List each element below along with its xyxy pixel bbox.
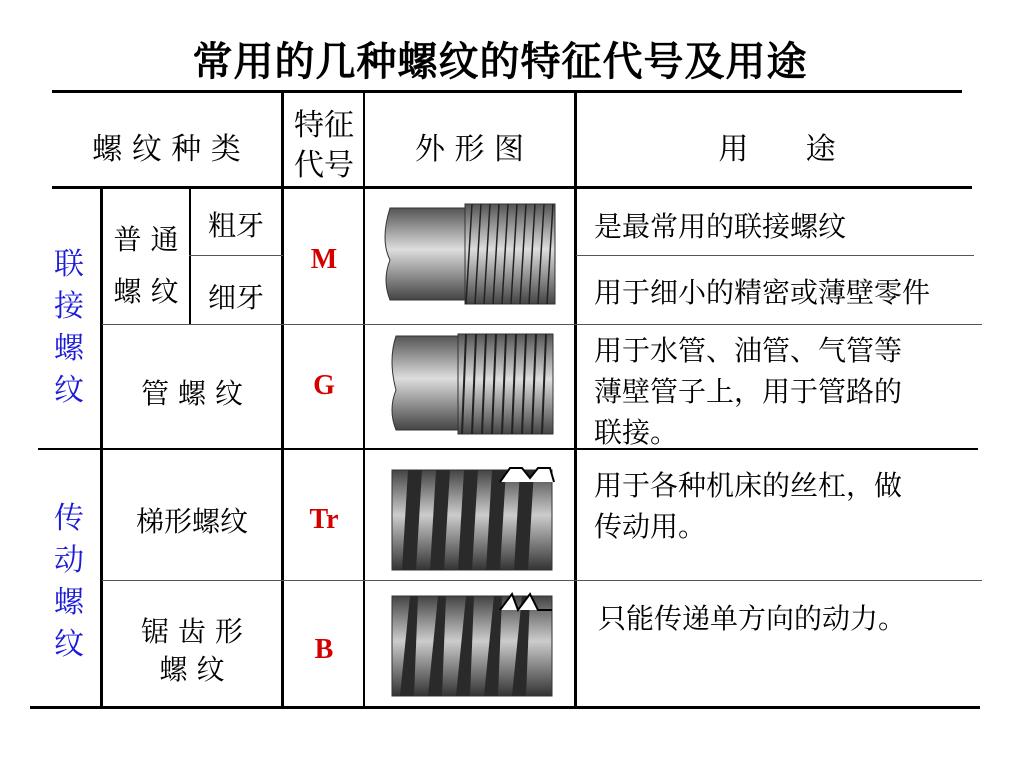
table-top-border (52, 90, 962, 93)
row-divider-pipe (102, 324, 982, 325)
col-divider-4 (574, 92, 577, 708)
code-g: G (313, 370, 335, 401)
label-pipe: 管 螺 纹 (141, 377, 243, 410)
label-common-line1: 普 通 (113, 223, 179, 256)
label-saw-line1: 锯 齿 形 (141, 615, 243, 648)
page-title: 常用的几种螺纹的特征代号及用途 (192, 39, 808, 85)
code-m: M (310, 244, 338, 275)
header-shape: 外 形 图 (414, 132, 525, 167)
trapezoidal-thread-image (388, 462, 558, 574)
usage-fine: 用于细小的精密或薄壁零件 (594, 276, 931, 309)
group-transmit-thread: 传 动 螺 纹 (54, 501, 84, 662)
label-saw-line2: 螺 纹 (159, 653, 225, 686)
row-divider-usage-fine (576, 255, 974, 256)
usage-trapezoidal: 用于各种机床的丝杠，做 传动用。 (594, 469, 903, 543)
usage-coarse: 是最常用的联接螺纹 (594, 210, 847, 243)
header-code-line2: 代号 (294, 148, 354, 183)
metric-thread-image (380, 200, 560, 310)
pipe-thread-image (388, 330, 558, 438)
row-divider-fine (189, 255, 283, 256)
header-code-line1: 特征 (294, 108, 354, 143)
header-thread-type: 螺 纹 种 类 (92, 132, 241, 167)
code-tr: Tr (309, 504, 339, 535)
usage-pipe: 用于水管、油管、气管等 薄壁管子上，用于管路的 联接。 (594, 334, 903, 449)
sawtooth-thread-image (388, 588, 558, 700)
table-bottom-border (30, 706, 980, 709)
header-usage: 用 途 (718, 132, 836, 167)
group-connect-thread: 联 接 螺 纹 (54, 247, 84, 408)
usage-sawtooth: 只能传递单方向的动力。 (598, 602, 907, 635)
label-common-line2: 螺 纹 (113, 275, 179, 308)
label-trapezoidal: 梯形螺纹 (135, 505, 248, 538)
label-coarse: 粗牙 (207, 209, 264, 242)
row-divider-saw (102, 580, 982, 581)
code-b: B (314, 634, 334, 665)
label-fine: 细牙 (207, 281, 264, 314)
